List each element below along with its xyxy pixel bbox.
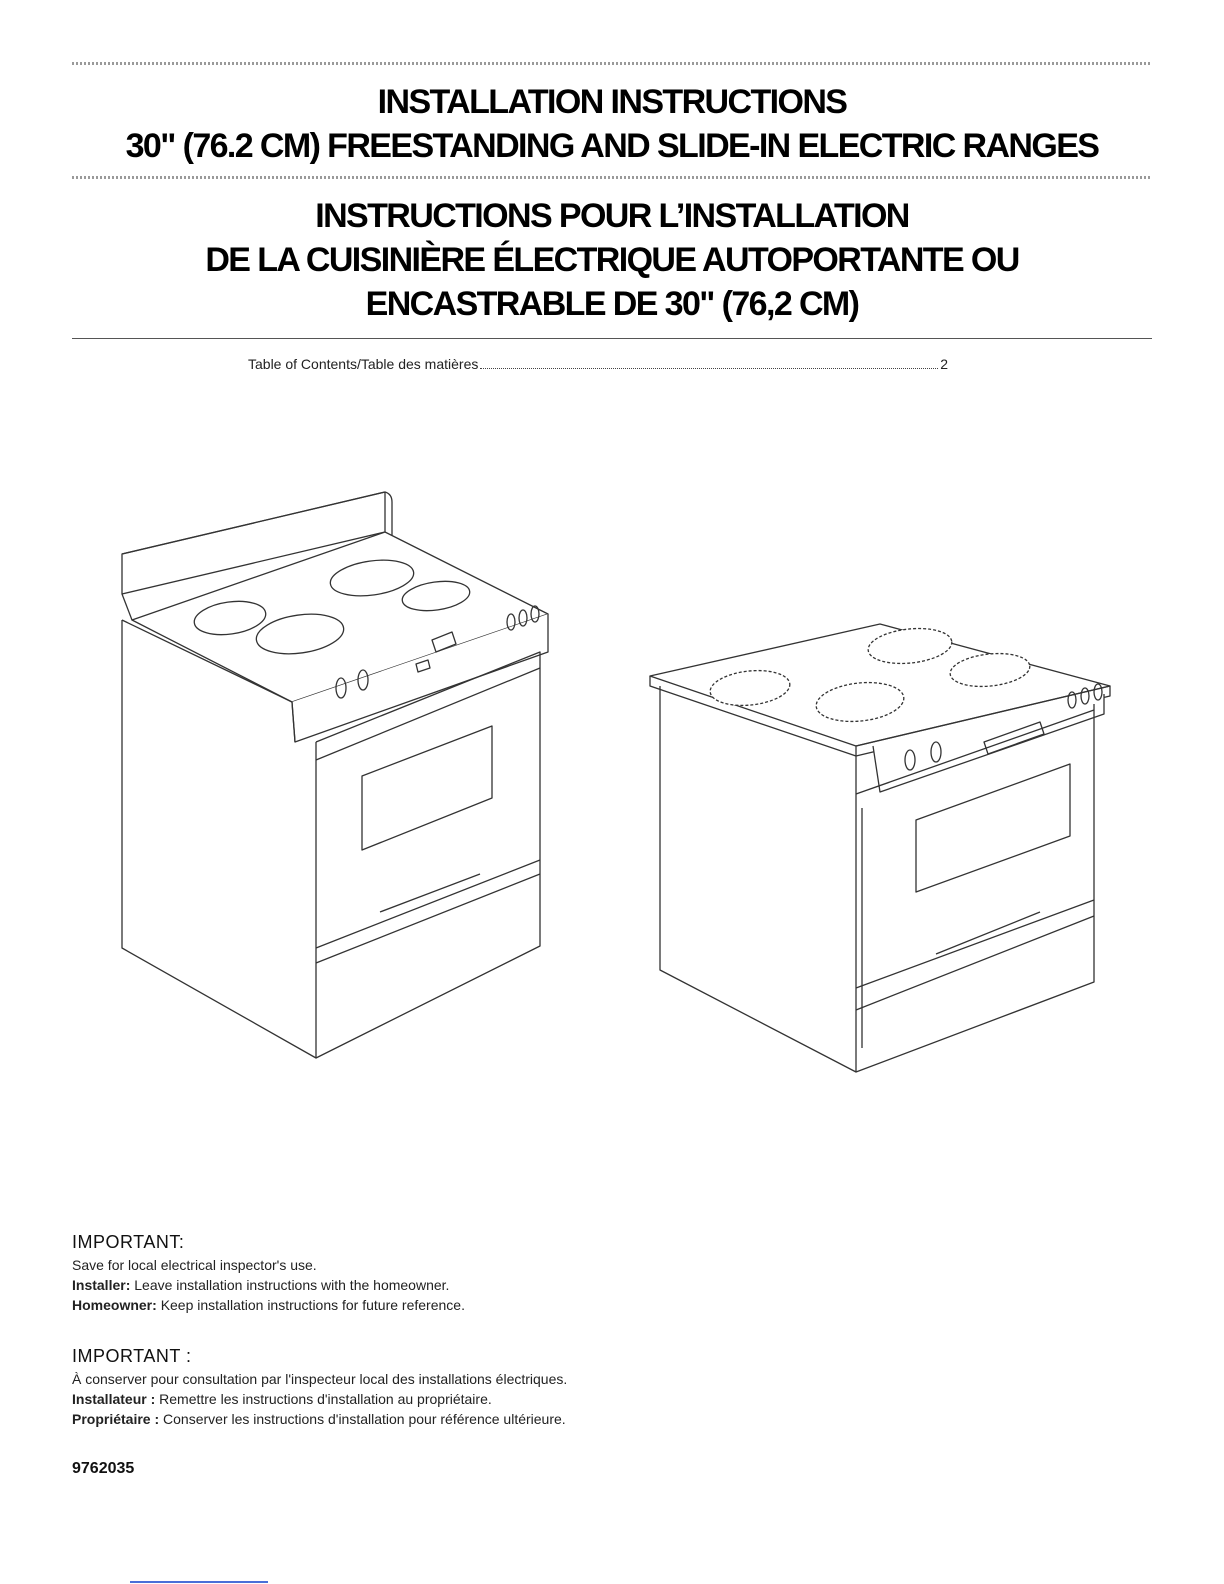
range-illustrations — [110, 488, 1120, 1078]
part-number: 9762035 — [72, 1460, 135, 1477]
homeowner-label-en: Homeowner: — [72, 1297, 157, 1313]
title-fr-line2: DE LA CUISINIÈRE ÉLECTRIQUE AUTOPORTANTE OU — [205, 241, 1019, 279]
title-fr-line1: INSTRUCTIONS POUR L’INSTALLATION — [315, 197, 909, 235]
installer-text-en: Leave installation instructions with the homeowner. — [134, 1277, 450, 1293]
owner-text-fr: Conserver les instructions d'installation pour référence ultérieure. — [163, 1411, 566, 1427]
title-underline — [72, 338, 1152, 339]
toc-leader-dots — [480, 368, 938, 369]
installer-text-fr: Remettre les instructions d'installation au propriétaire. — [159, 1391, 492, 1407]
top-dotted-rule — [72, 62, 1152, 65]
important-notice-french — [72, 1346, 972, 1429]
footer-accent-line — [130, 1581, 268, 1583]
middle-dotted-rule — [72, 176, 1152, 179]
important-notice-english — [72, 1232, 972, 1315]
toc-label[interactable]: Table of Contents/Table des matières — [248, 356, 479, 372]
installer-label-en: Installer: — [72, 1277, 131, 1293]
installer-note-fr — [72, 1389, 972, 1409]
owner-label-fr: Propriétaire : — [72, 1411, 160, 1427]
owner-note-fr — [72, 1409, 972, 1429]
important-heading-fr: IMPORTANT : — [72, 1346, 192, 1366]
homeowner-text-en: Keep installation instructions for future reference. — [160, 1297, 465, 1313]
important-heading-en: IMPORTANT: — [72, 1232, 185, 1252]
slide-in-range-drawing — [650, 624, 1110, 1072]
title-en-line2: 30" (76.2 CM) FREESTANDING AND SLIDE-IN ELECTRIC RANGES — [125, 127, 1099, 165]
inspector-note-fr: À conserver pour consultation par l'inspecteur local des installations électriques. — [72, 1371, 568, 1387]
homeowner-note-en — [72, 1295, 972, 1315]
freestanding-range-drawing — [122, 492, 548, 1058]
table-of-contents-entry[interactable] — [248, 356, 948, 372]
installer-note-en — [72, 1275, 972, 1295]
toc-page-number[interactable]: 2 — [940, 356, 948, 372]
installer-label-fr: Installateur : — [72, 1391, 156, 1407]
title-fr-line3: ENCASTRABLE DE 30" (76,2 CM) — [365, 285, 859, 323]
title-en-line1: INSTALLATION INSTRUCTIONS — [377, 83, 847, 121]
inspector-note-en: Save for local electrical inspector's use. — [72, 1257, 317, 1273]
